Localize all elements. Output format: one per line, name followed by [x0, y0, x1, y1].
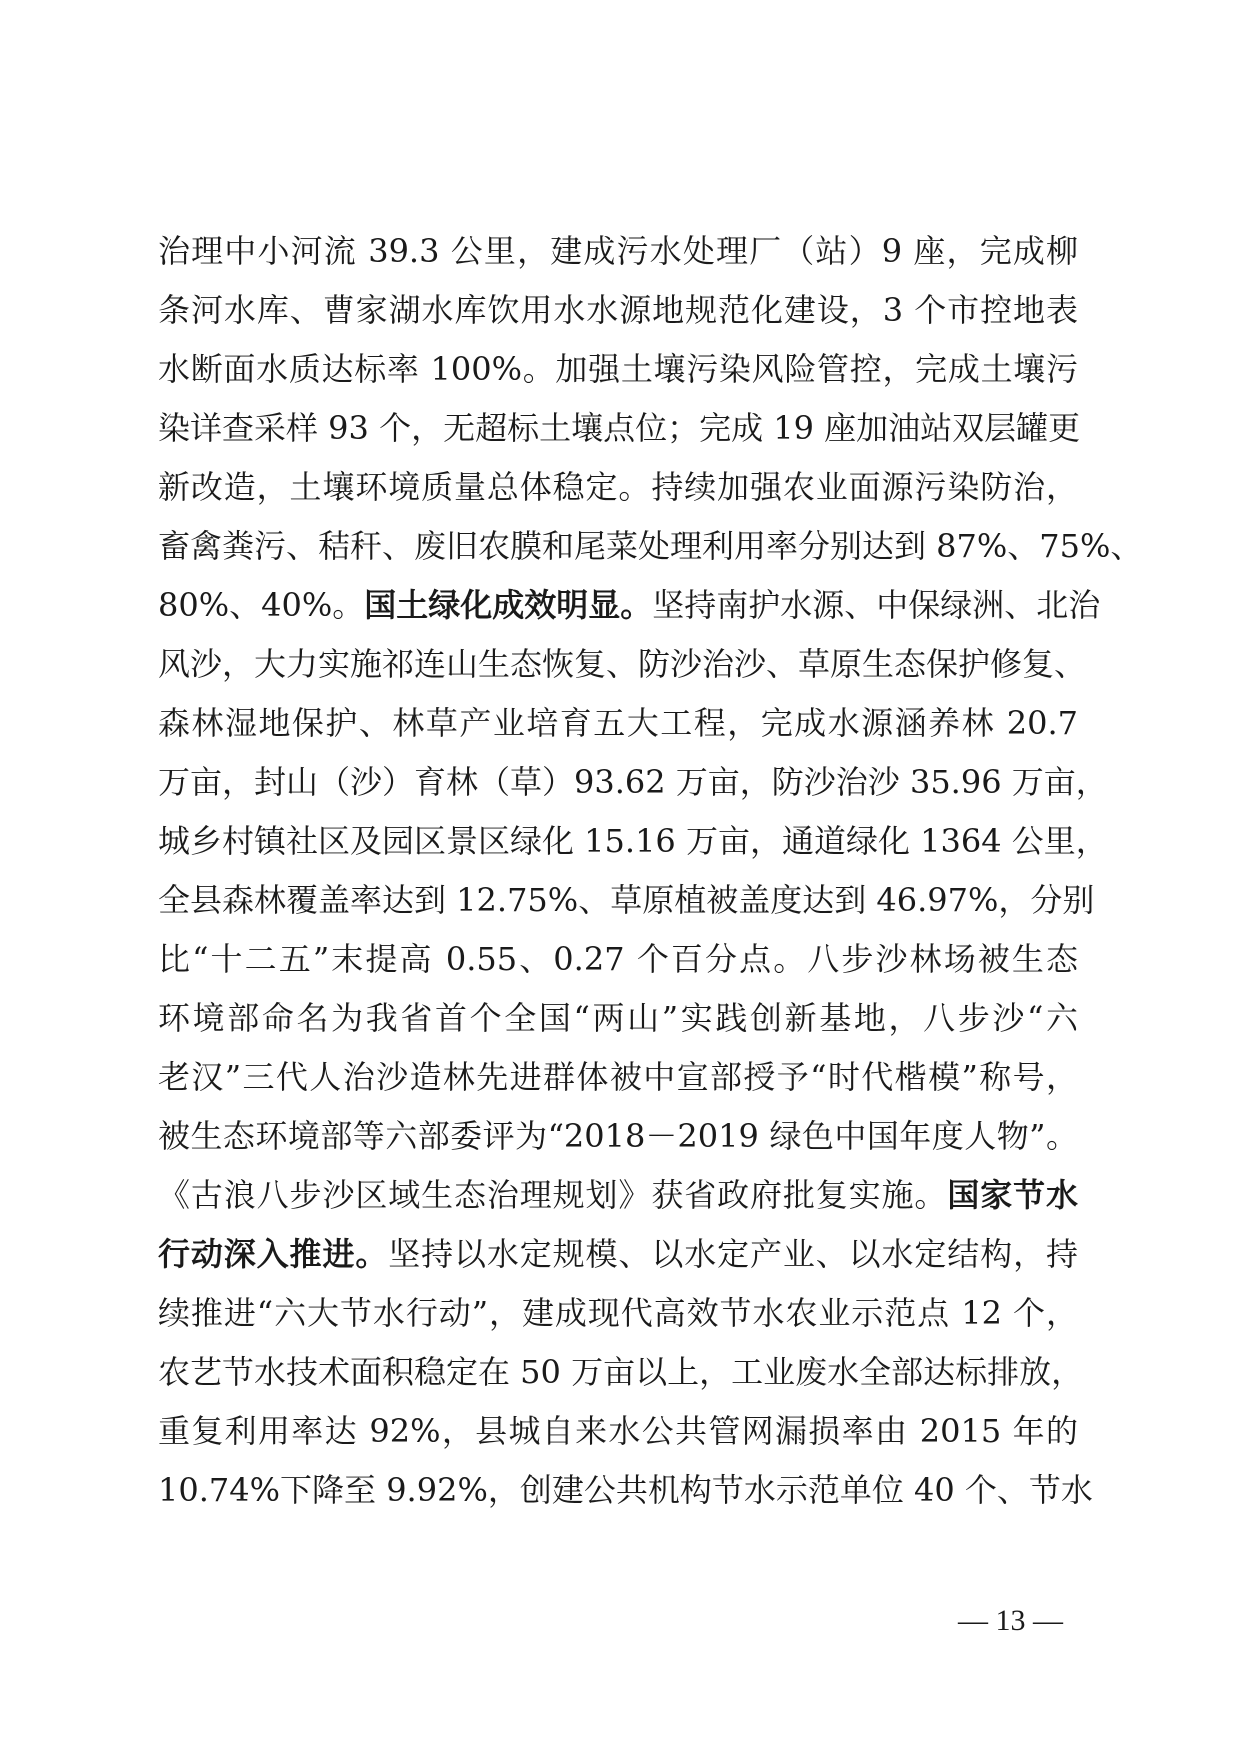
body-text-run: 10.74%下降至 9.92%，创建公共机构节水示范单位 40 个、节水: [158, 1471, 1093, 1509]
body-text-run: 风沙，大力实施祁连山生态恢复、防沙治沙、草原生态保护修复、: [158, 645, 1087, 683]
text-line: [158, 812, 1108, 871]
body-text-run: 染详查采样 93 个，无超标土壤点位；完成 19 座加油站双层罐更: [158, 409, 1081, 447]
body-text-run: 城乡村镇社区及园区景区绿化 15.16 万亩，通道绿化 1364 公里，: [158, 822, 1108, 860]
bold-heading-text: 行动深入推进。: [158, 1235, 389, 1273]
text-line: [158, 222, 1078, 281]
text-line: [158, 753, 1108, 812]
text-line: [158, 694, 1078, 753]
text-line: [158, 340, 1078, 399]
body-text-run: 续推进“六大节水行动”，建成现代高效节水农业示范点 12 个，: [158, 1294, 1078, 1332]
body-text-run: 80%、40%。: [158, 586, 365, 624]
body-text-run: 治理中小河流 39.3 公里，建成污水处理厂（站）9 座，完成柳: [158, 232, 1078, 270]
body-text-run: 被生态环境部等六部委评为“2018－2019 绿色中国年度人物”。: [158, 1117, 1078, 1155]
body-text-run: 全县森林覆盖率达到 12.75%、草原植被盖度达到 46.97%，分别: [158, 881, 1095, 919]
text-line: [158, 1048, 1078, 1107]
body-text-run: 新改造，土壤环境质量总体稳定。持续加强农业面源污染防治，: [158, 468, 1078, 506]
body-text-run: 老汉”三代人治沙造林先进群体被中宣部授予“时代楷模”称号，: [158, 1058, 1078, 1096]
text-line: [158, 576, 1101, 635]
text-line: [158, 930, 1078, 989]
body-text: [158, 222, 1143, 1520]
body-text-run: 农艺节水技术面积稳定在 50 万亩以上，工业废水全部达标排放，: [158, 1353, 1084, 1391]
text-line: [158, 989, 1078, 1048]
body-text-run: 条河水库、曹家湖水库饮用水水源地规范化建设，3 个市控地表: [158, 291, 1078, 329]
text-line: [158, 399, 1081, 458]
text-line: [158, 517, 1143, 576]
text-line: [158, 1107, 1078, 1166]
body-text-run: 水断面水质达标率 100%。加强土壤污染风险管控，完成土壤污: [158, 350, 1078, 388]
body-text-run: 坚持南护水源、中保绿洲、北治: [652, 586, 1101, 624]
body-text-run: 森林湿地保护、林草产业培育五大工程，完成水源涵养林 20.7: [158, 704, 1078, 742]
text-line: [158, 635, 1087, 694]
bold-heading-text: 国家节水: [947, 1176, 1078, 1214]
body-text-run: 万亩，封山（沙）育林（草）93.62 万亩，防沙治沙 35.96 万亩，: [158, 763, 1108, 801]
text-line: [158, 1284, 1078, 1343]
body-text-run: 畜禽粪污、秸秆、废旧农膜和尾菜处理利用率分别达到 87%、75%、: [158, 527, 1143, 565]
text-line: [158, 1402, 1078, 1461]
page-number: — 13 —: [958, 1604, 1063, 1637]
bold-heading-text: 国土绿化成效明显。: [364, 586, 653, 624]
body-text-run: 比“十二五”末提高 0.55、0.27 个百分点。八步沙林场被生态: [158, 940, 1078, 978]
text-line: [158, 871, 1095, 930]
text-line: [158, 1166, 1078, 1225]
body-text-run: 坚持以水定规模、以水定产业、以水定结构，持: [388, 1235, 1078, 1273]
text-line: [158, 1225, 1078, 1284]
text-line: [158, 458, 1078, 517]
text-line: [158, 1461, 1093, 1520]
body-text-run: 重复利用率达 92%，县城自来水公共管网漏损率由 2015 年的: [158, 1412, 1078, 1450]
body-text-run: 环境部命名为我省首个全国“两山”实践创新基地，八步沙“六: [158, 999, 1078, 1037]
text-line: [158, 281, 1078, 340]
body-text-run: 《古浪八步沙区域生态治理规划》获省政府批复实施。: [158, 1176, 948, 1214]
text-line: [158, 1343, 1084, 1402]
